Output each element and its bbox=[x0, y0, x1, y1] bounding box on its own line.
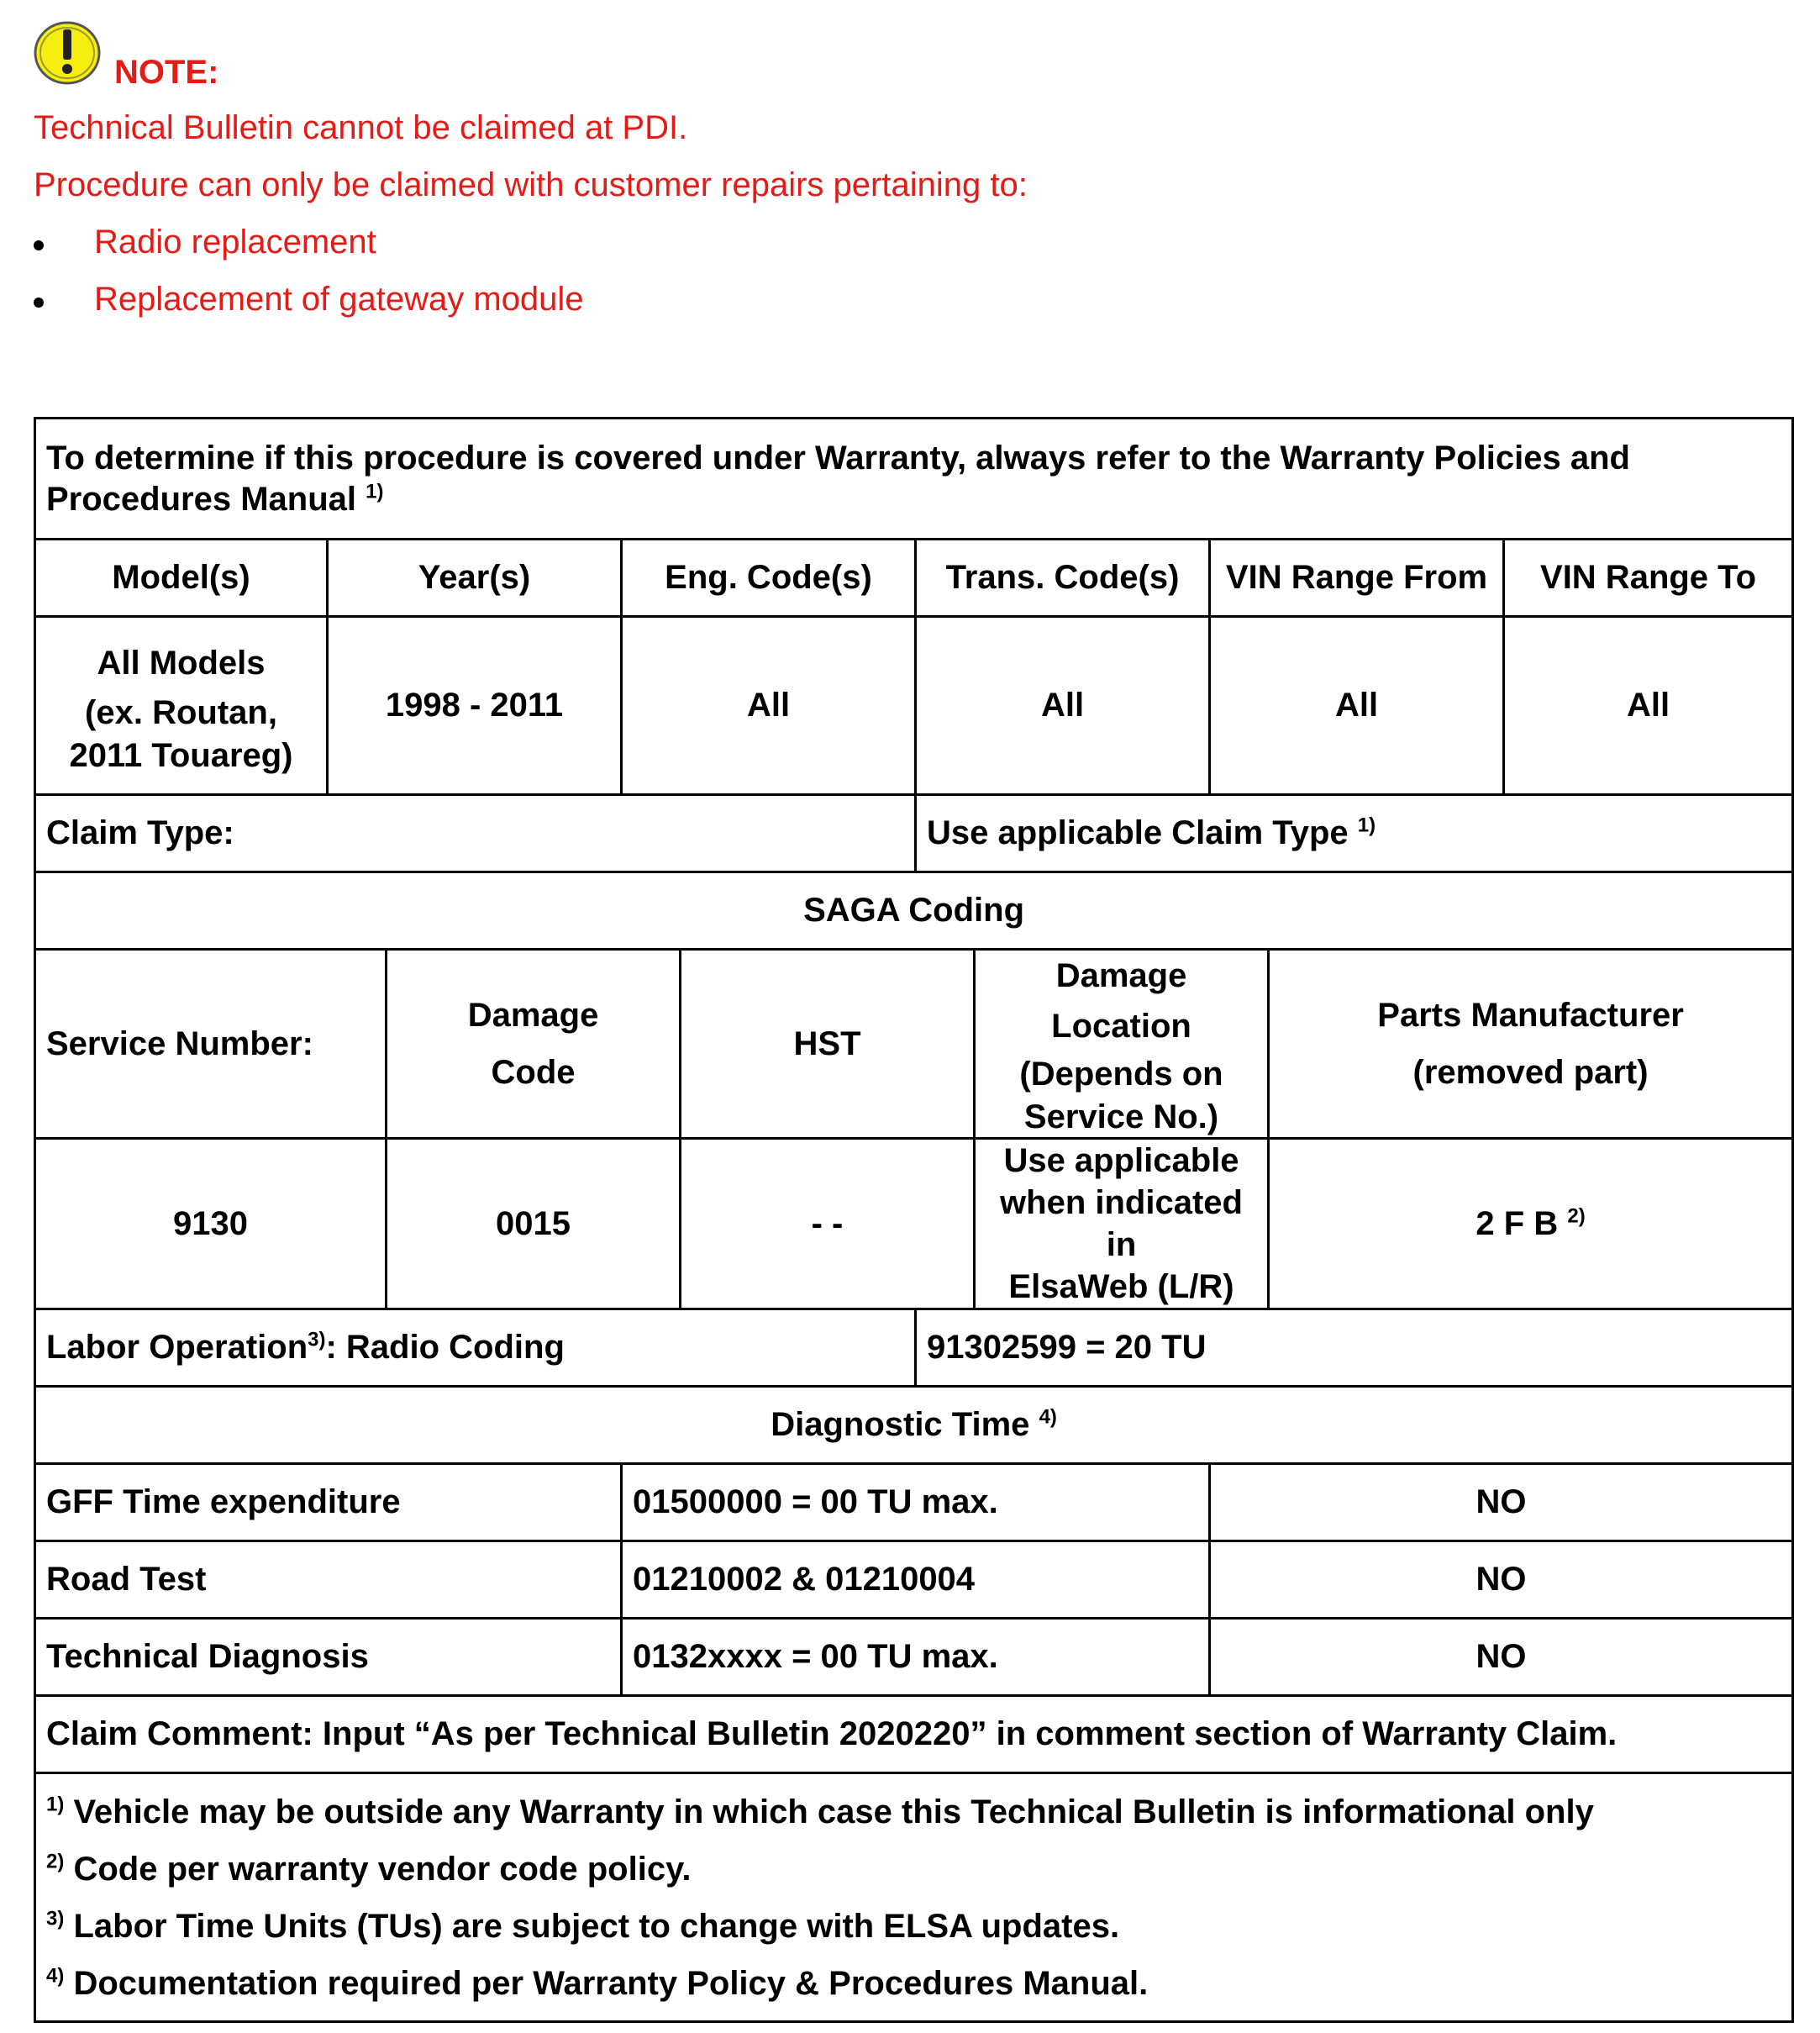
parts-manufacturer-header-line: Parts Manufacturer bbox=[1377, 997, 1684, 1034]
header-years: Year(s) bbox=[328, 540, 622, 617]
diagnostic-label: Technical Diagnosis bbox=[35, 1619, 622, 1696]
damage-code-header-line: Code bbox=[491, 1054, 576, 1091]
claim-type-footnote-mark: 1) bbox=[1357, 814, 1376, 837]
header-vin-to: VIN Range To bbox=[1504, 540, 1793, 617]
labor-operation-label-text: Labor Operation bbox=[46, 1329, 308, 1367]
header-trans-codes: Trans. Code(s) bbox=[916, 540, 1210, 617]
footnote-text: Documentation required per Warranty Policy & Procedures Manual. bbox=[64, 1964, 1149, 2002]
diagnostic-label: GFF Time expenditure bbox=[35, 1464, 622, 1541]
footnote bbox=[46, 1841, 1781, 1898]
claim-comment: Claim Comment: Input “As per Technical Bulletin 2020220” in comment section of Warranty Claim. bbox=[35, 1696, 1793, 1773]
labor-footnote-mark: 3) bbox=[308, 1328, 326, 1351]
years-cell: 1998 - 2011 bbox=[328, 617, 622, 795]
note-line-procedure: Procedure can only be claimed with customer repairs pertaining to: bbox=[34, 166, 1028, 203]
diagnostic-label: Road Test bbox=[35, 1541, 622, 1619]
footnote-mark: 4) bbox=[46, 1964, 65, 1988]
damage-location-value-line: Use applicable bbox=[1003, 1142, 1239, 1179]
parts-manufacturer-footnote-mark: 2) bbox=[1567, 1204, 1586, 1228]
models-cell bbox=[35, 617, 328, 795]
footnote-mark: 2) bbox=[46, 1850, 65, 1873]
footnote bbox=[46, 1955, 1781, 2012]
trans-codes-cell: All bbox=[916, 617, 1210, 795]
hst-header: HST bbox=[681, 950, 975, 1139]
service-number-header: Service Number: bbox=[35, 950, 387, 1139]
damage-location-header-line: Damage Location bbox=[1051, 957, 1191, 1045]
parts-manufacturer-header-line: (removed part) bbox=[1412, 1054, 1649, 1091]
header-models: Model(s) bbox=[35, 540, 328, 617]
damage-location-value-line: when indicated in bbox=[1000, 1184, 1243, 1263]
damage-code-header-line: Damage bbox=[467, 997, 599, 1034]
diagnostic-value: NO bbox=[1210, 1619, 1793, 1696]
damage-location-header-line: Service No.) bbox=[1023, 1098, 1219, 1135]
warning-exclamation-icon bbox=[32, 17, 103, 87]
damage-code-header bbox=[387, 950, 681, 1139]
intro-footnote-mark: 1) bbox=[366, 480, 384, 503]
diagnostic-row bbox=[35, 1619, 1793, 1696]
diagnostic-time-footnote-mark: 4) bbox=[1039, 1405, 1057, 1429]
models-line: 2011 Touareg) bbox=[69, 736, 293, 774]
labor-operation-name: : Radio Coding bbox=[325, 1329, 565, 1367]
models-line: (ex. Routan, bbox=[85, 693, 277, 731]
claim-type-label: Claim Type: bbox=[35, 795, 916, 872]
footnote-text: Labor Time Units (TUs) are subject to change with ELSA updates. bbox=[64, 1907, 1120, 1945]
saga-coding-title: SAGA Coding bbox=[35, 872, 1793, 950]
bullet-text: Replacement of gateway module bbox=[94, 281, 584, 318]
vin-from-cell: All bbox=[1210, 617, 1504, 795]
claim-type-value: Use applicable Claim Type bbox=[927, 814, 1349, 852]
vin-to-cell: All bbox=[1504, 617, 1793, 795]
footnote-text: Vehicle may be outside any Warranty in which case this Technical Bulletin is informational only bbox=[64, 1793, 1594, 1830]
labor-operation-label bbox=[35, 1309, 916, 1387]
eng-codes-cell: All bbox=[622, 617, 916, 795]
footnote bbox=[46, 1898, 1781, 1955]
diagnostic-value: NO bbox=[1210, 1464, 1793, 1541]
diagnostic-code: 01210002 & 01210004 bbox=[622, 1541, 1210, 1619]
footnote-mark: 3) bbox=[46, 1907, 65, 1930]
footnote bbox=[46, 1783, 1781, 1841]
damage-location-value-line: ElsaWeb (L/R) bbox=[1008, 1268, 1234, 1305]
warranty-table bbox=[34, 417, 1794, 2023]
models-line: All Models bbox=[97, 644, 266, 682]
diagnostic-row bbox=[35, 1464, 1793, 1541]
damage-code-value: 0015 bbox=[387, 1139, 681, 1309]
bullet-dot-icon bbox=[34, 298, 44, 308]
footnote-mark: 1) bbox=[46, 1793, 65, 1816]
bullet-dot-icon bbox=[34, 240, 44, 250]
parts-manufacturer-value-cell bbox=[1269, 1139, 1793, 1309]
intro-cell bbox=[35, 419, 1793, 540]
diagnostic-row bbox=[35, 1541, 1793, 1619]
note-title: NOTE: bbox=[114, 54, 219, 91]
diagnostic-value: NO bbox=[1210, 1541, 1793, 1619]
header-vin-from: VIN Range From bbox=[1210, 540, 1504, 617]
service-number-value: 9130 bbox=[35, 1139, 387, 1309]
damage-location-header bbox=[975, 950, 1269, 1139]
diagnostic-time-text: Diagnostic Time bbox=[771, 1406, 1030, 1444]
damage-location-value bbox=[975, 1139, 1269, 1309]
claim-type-value-cell bbox=[916, 795, 1793, 872]
diagnostic-code: 01500000 = 00 TU max. bbox=[622, 1464, 1210, 1541]
parts-manufacturer-value: 2 F B bbox=[1475, 1204, 1559, 1242]
footnote-text: Code per warranty vendor code policy. bbox=[64, 1850, 692, 1888]
diagnostic-code: 0132xxxx = 00 TU max. bbox=[622, 1619, 1210, 1696]
header-eng-codes: Eng. Code(s) bbox=[622, 540, 916, 617]
labor-operation-value: 91302599 = 20 TU bbox=[916, 1309, 1793, 1387]
intro-text: To determine if this procedure is covered under Warranty, always refer to the Warranty Policies and Procedures Manual bbox=[46, 439, 1630, 518]
hst-value: - - bbox=[681, 1139, 975, 1309]
footnotes-cell bbox=[35, 1773, 1793, 2022]
bullet-text: Radio replacement bbox=[94, 224, 376, 261]
damage-location-header-line: (Depends on bbox=[1019, 1056, 1223, 1093]
note-line-pdi: Technical Bulletin cannot be claimed at PDI. bbox=[34, 109, 688, 146]
diagnostic-time-title bbox=[35, 1387, 1793, 1464]
parts-manufacturer-header bbox=[1269, 950, 1793, 1139]
